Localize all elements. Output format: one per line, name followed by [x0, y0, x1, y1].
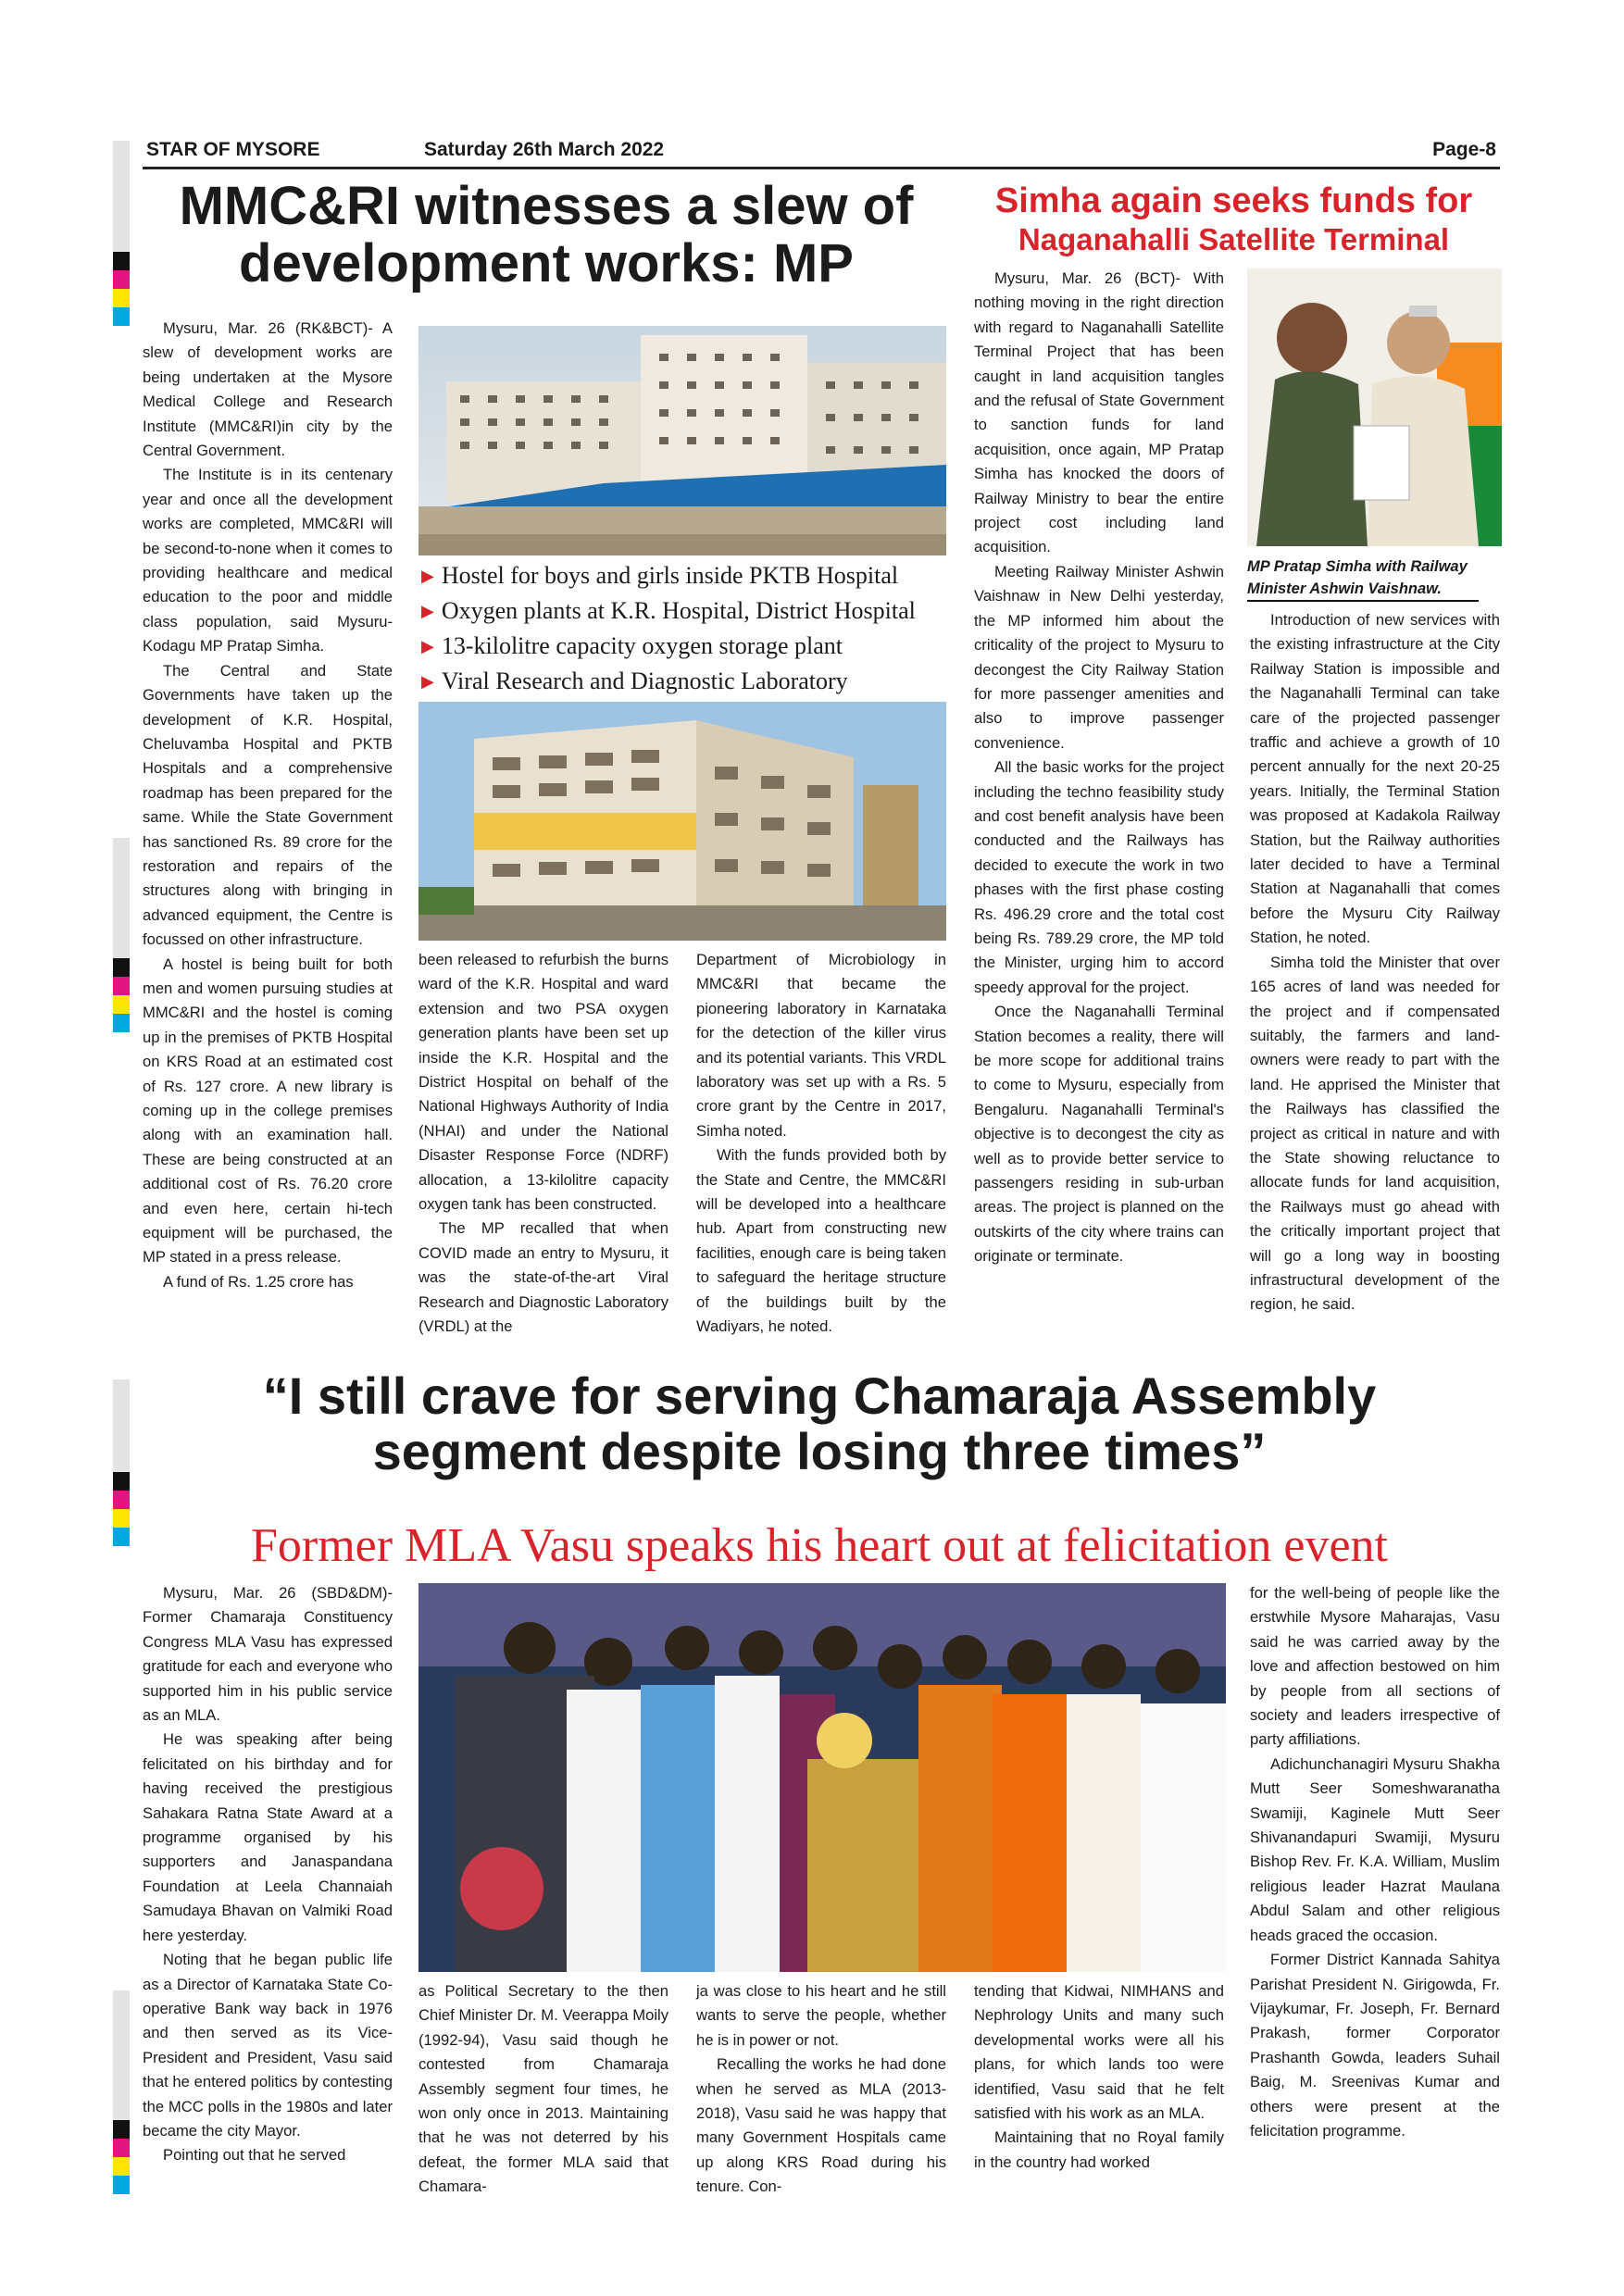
- story2-headline: [968, 181, 1500, 257]
- registration-mark-magenta: [113, 1491, 130, 1509]
- story3-column-3: [696, 1979, 946, 2200]
- issue-date: Saturday 26th March 2022: [424, 139, 665, 160]
- story1-column-2: [418, 948, 668, 1340]
- registration-mark-yellow: [113, 289, 130, 307]
- registration-mark-black: [113, 252, 130, 270]
- paragraph: been released to refurbish the burns ward of the K.R. Hospital and ward extension and two PSA oxygen generation plants have been set up inside the K.R. Hospital and the District Hospital on behalf of the National Highways Authority of India (NHAI) and under the National Disaster Response Force (NDRF) allocation, a 13-kilolitre capacity oxygen tank has been constructed.: [418, 951, 668, 1214]
- paragraph: Former District Kannada Sahitya Parishat President N. Girigowda, Fr. Vijaykumar, Fr. Joseph, Fr. Bernard Prakash, former Corporator Prashanth Gowda, leaders Suhail Baig, M. Sreenivas Kumar and others were present at the felicitation programme.: [1250, 1951, 1500, 2140]
- registration-mark-yellow: [113, 995, 130, 1014]
- registration-mark-magenta: [113, 2139, 130, 2157]
- story1-column-1: [143, 317, 393, 1294]
- story3-headline: [130, 1368, 1509, 1479]
- paragraph: Meeting Railway Minister Ashwin Vaishnaw in New Delhi yesterday, the MP informed him about the criticality of the project to Mysuru to decongest the City Railway Station for more passenger amenities and also to improve passenger convenience.: [974, 562, 1224, 752]
- triangle-bullet-icon: ▶: [421, 567, 434, 585]
- story1-column-3: [696, 948, 946, 1340]
- paragraph: ja was close to his heart and he still wants to serve the people, whether he is in power or not.: [696, 1982, 946, 2049]
- paragraph: as Political Secretary to the then Chief Minister Dr. M. Veerappa Moily (1992-94), Vasu said though he contested from Chamaraja Assembly segment four times, he won only once in 2013. Maintaining that he was not deterred by his defeat, the former MLA said that Chamara-: [418, 1982, 668, 2196]
- margin-bar: [113, 141, 130, 252]
- triangle-bullet-icon: ▶: [421, 672, 434, 691]
- paragraph: Mysuru, Mar. 26 (BCT)- With nothing moving in the right direction with regard to Naganahalli Satellite Terminal Project that has been caught in land acquisition tangles and the refusal of State Government to sanction funds for land acquisition, once again, MP Pratap Simha has knocked the doors of Railway Ministry to bear the entire project cost including land acquisition.: [974, 269, 1224, 556]
- registration-mark-black: [113, 958, 130, 977]
- caption-rule: [1247, 600, 1479, 602]
- story3-column-1: [143, 1581, 393, 2168]
- registration-mark-cyan: [113, 307, 130, 326]
- triangle-bullet-icon: ▶: [421, 602, 434, 620]
- paragraph: The MP recalled that when COVID made an entry to Mysuru, it was the state-of-the-art Viral Research and Diagnostic Laboratory (VRDL) at the: [418, 1219, 668, 1336]
- paragraph: for the well-being of people like the erstwhile Mysore Maharajas, Vasu said he was carried away by the love and affection bestowed on him by people from all sections of society and leaders irrespective of party affiliations.: [1250, 1584, 1500, 1749]
- paragraph: Maintaining that no Royal family in the country had worked: [974, 2128, 1224, 2171]
- highlight-item: ▶ 13-kilolitre capacity oxygen storage plant: [421, 632, 843, 659]
- story3-headline-line1: “I still crave for serving Chamaraja Assembly: [262, 1366, 1377, 1425]
- paragraph: Once the Naganahalli Terminal Station becomes a reality, there will be more scope for additional trains to come to Mysuru, especially from Bengaluru. Naganahalli Terminal's objective is to decongest the city as well as to provide better service to passengers residing in sub-urban areas. The project is planned on the outskirts of the city where trains can originate or terminate.: [974, 1003, 1224, 1266]
- registration-mark-magenta: [113, 270, 130, 289]
- registration-mark-black: [113, 2120, 130, 2139]
- simha-vaishnaw-photo: [1247, 268, 1502, 546]
- story3-column-4: [974, 1979, 1224, 2175]
- story2-headline-line1: Simha again seeks funds for: [994, 181, 1473, 220]
- triangle-bullet-icon: ▶: [421, 637, 434, 655]
- registration-mark-cyan: [113, 2176, 130, 2194]
- registration-mark-cyan: [113, 1528, 130, 1546]
- registration-mark-cyan: [113, 1014, 130, 1032]
- highlight-item: ▶ Oxygen plants at K.R. Hospital, District Hospital: [421, 597, 916, 624]
- paragraph: The Central and State Governments have taken up the development of K.R. Hospital, Cheluvamba Hospital and PKTB Hospitals and a comprehensive roadmap has been prepared for the same. While the State Government has sanctioned Rs. 89 crore for the restoration and repairs of the structures along with bringing in advanced equipment, the Centre is focussed on other infrastructure.: [143, 661, 393, 949]
- story2-column-1: [974, 267, 1224, 1269]
- paragraph: Adichunchanagiri Mysuru Shakha Mutt Seer Someshwaranatha Swamiji, Kaginele Mutt Seer Shivanandapuri Swamiji, Mysuru Bishop Rev. Fr. K.A. William, Muslim religious leader Hazrat Maulana Abdul Salam and other religious heads graced the occasion.: [1250, 1754, 1500, 1944]
- margin-bar: [113, 1379, 130, 1472]
- paragraph: Department of Microbiology in MMC&RI that became the pioneering laboratory in Karnataka for the detection of the killer virus and its potential variants. This VRDL laboratory was set up with a Rs. 5 crore grant by the Centre in 2017, Simha noted.: [696, 951, 946, 1140]
- publication-name: STAR OF MYSORE: [146, 139, 320, 160]
- story1-headline: MMC&RI witnesses a slew of development works: MP: [179, 176, 914, 294]
- paragraph: All the basic works for the project including the techno feasibility study and cost benefit analysis have been conducted and the Railways has decided to execute the work in two phases with the first phase costing Rs. 496.29 crore and the total cost being Rs. 789.29 crore, the MP told the Minister, urging him to accord speedy approval for the project.: [974, 758, 1224, 996]
- registration-mark-yellow: [113, 2157, 130, 2176]
- paragraph: The Institute is in its centenary year and once all the development works are completed, MMC&RI will be second-to-none when it comes to providing healthcare and medical education to the poor and middle class population, said Mysuru-Kodagu MP Pratap Simha.: [143, 466, 393, 655]
- margin-bar: [113, 1990, 130, 2120]
- registration-mark-yellow: [113, 1509, 130, 1528]
- page-number: Page-8: [1432, 139, 1496, 160]
- paragraph: Noting that he began public life as a Director of Karnataka State Co-operative Bank way back in 1976 and then served as its Vice-President and President, Vasu said that he entered politics by contesting the MCC polls in the 1980s and later became the city Mayor.: [143, 1951, 393, 2140]
- paragraph: Recalling the works he had done when he served as MLA (2013-2018), Vasu said he was happy that many Government Hospitals came up along KRS Road during his tenure. Con-: [696, 2055, 946, 2196]
- registration-mark-black: [113, 1472, 130, 1491]
- paragraph: Mysuru, Mar. 26 (SBD&DM)- Former Chamaraja Constituency Congress MLA Vasu has expressed gratitude for each and everyone who supported him in his public service as an MLA.: [143, 1584, 393, 1725]
- story3-subhead: Former MLA Vasu speaks his heart out at felicitation event: [251, 1519, 1388, 1572]
- margin-bar: [113, 838, 130, 958]
- highlight-item: ▶ Hostel for boys and girls inside PKTB Hospital: [421, 562, 899, 589]
- photo-caption: MP Pratap Simha with Railway Minister Ashwin Vaishnaw.: [1247, 558, 1468, 597]
- story3-headline-line2: segment despite losing three times”: [372, 1421, 1267, 1480]
- paragraph: A fund of Rs. 1.25 crore has: [163, 1272, 354, 1291]
- page-header: [143, 137, 1500, 169]
- story2-column-2: [1250, 608, 1500, 1317]
- paragraph: He was speaking after being felicitated on his birthday and for having received the prestigious Sahakara Ratna State Award at a programme organised by his supporters and Janaspandana Foundation at Leela Channaiah Samudaya Bhavan on Valmiki Road here yesterday.: [143, 1730, 393, 1944]
- story3-column-2: [418, 1979, 668, 2200]
- paragraph: tending that Kidwai, NIMHANS and Nephrology Units and many such developmental works were all his plans, for which lands too were identified, Vasu said that he felt satisfied with his work as an MLA.: [974, 1982, 1224, 2123]
- paragraph: A hostel is being built for both men and women pursuing studies at MMC&RI and the hostel is coming up in the premises of PKTB Hospital on KRS Road at an estimated cost of Rs. 127 crore. A new library is coming up in the college premises along with an examination hall. These are being constructed at an additional cost of Rs. 76.20 crore and even here, certain hi-tech equipment will be purchased, the MP stated in a press release.: [143, 955, 393, 1267]
- paragraph: Mysuru, Mar. 26 (RK&BCT)- A slew of development works are being undertaken at the Mysore Medical College and Research Institute (MMC&RI)in city by the Central Government.: [143, 319, 393, 460]
- paragraph: Simha told the Minister that over 165 acres of land was needed for the project and if compensated suitably, the farmers and land-owners were ready to part with the land. He apprised the Minister that the Railways has classified the project as critical in nature and with the State showing reluctance to allocate funds for land acquisition, the Railways must go ahead with the critically important project that will go a long way in boosting infrastructural development of the region, he said.: [1250, 953, 1500, 1314]
- story2-headline-line2: Naganahalli Satellite Terminal: [1018, 221, 1450, 256]
- felicitation-event-photo: [418, 1583, 1226, 1972]
- story3-column-5: [1250, 1581, 1500, 2143]
- hospital-building-photo: [418, 702, 946, 941]
- story1-highlights: [421, 558, 949, 699]
- paragraph: Pointing out that he served: [163, 2146, 346, 2165]
- paragraph: Introduction of new services with the existing infrastructure at the City Railway Station is impossible and the Naganahalli Terminal can take care of the projected passenger traffic and achieve a growth of 10 percent annually for the next 20-25 years. Initially, the Terminal Station was proposed at Kadakola Railway Station, but the Railway authorities later decided to have a Terminal Station at Naganahalli that comes before the Mysuru City Railway Station, he noted.: [1250, 611, 1500, 947]
- registration-mark-magenta: [113, 977, 130, 995]
- hostel-construction-photo: [418, 326, 946, 555]
- highlight-item: ▶ Viral Research and Diagnostic Laboratory: [421, 668, 848, 694]
- paragraph: With the funds provided both by the State and Centre, the MMC&RI will be developed into a healthcare hub. Apart from constructing new facilities, enough care is being taken to safeguard the heritage structure of the buildings built by the Wadiyars, he noted.: [696, 1146, 946, 1336]
